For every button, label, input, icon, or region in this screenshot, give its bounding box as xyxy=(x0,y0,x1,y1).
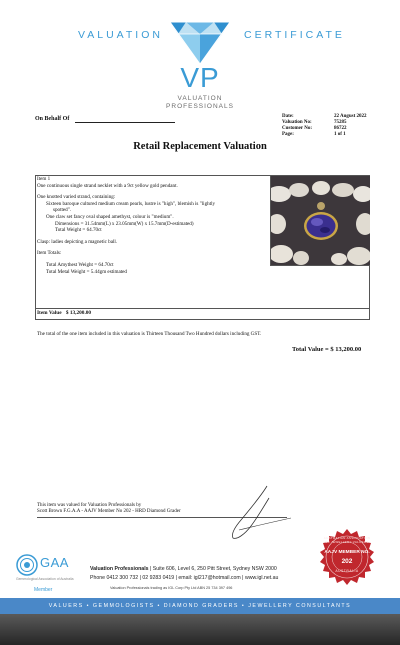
seal-country: AUSTRALIA xyxy=(335,569,359,573)
item-value-label: Item Value xyxy=(37,310,62,316)
meta-date-label: Date: xyxy=(282,114,294,119)
company-contact: Phone 0412 300 732 | 02 9283 0419 | email: igl217@hotmail.com | www.igl.net.au xyxy=(90,575,279,581)
item-line3: Sixteen baroque cultured medium cream pearls, lustre is "high", blemish is "lightly xyxy=(46,200,216,207)
page-title: Retail Replacement Valuation xyxy=(133,141,267,152)
gaa-name: Gemmological Association of Australia xyxy=(16,577,74,581)
company-address xyxy=(90,566,277,572)
meta-valuation-value: 75285 xyxy=(334,120,347,125)
item-line7: Total Weight = 64.70ct xyxy=(55,227,102,234)
item-total-amethyst: Total Amythest Weight = 64.70ct xyxy=(46,261,114,268)
header-right-word: CERTIFICATE xyxy=(244,29,345,41)
item-value-row xyxy=(37,310,91,316)
logo-sub-line2: PROFESSIONALS xyxy=(166,103,234,110)
header-left-word: VALUATION xyxy=(78,29,163,41)
item-heading: Item 1 xyxy=(37,176,51,182)
jewellery-photo xyxy=(271,176,370,265)
item-line2: One knotted varied strand, containing: xyxy=(37,194,116,201)
gaa-abbr: GAA xyxy=(40,555,69,570)
meta-date-value: 22 August 2022 xyxy=(334,114,367,119)
seal-ring-text: AUSTRALIAN ASSOCIATION OF JEWELLERY VALUERS xyxy=(323,536,371,544)
item-line4: spotted". xyxy=(53,207,72,214)
item-total-metal: Total Metal Weight = 5.44gm estimated xyxy=(46,268,127,275)
logo-sub-line1: VALUATION xyxy=(177,95,223,102)
item-line1: One continuous single strand necklet with a 9ct yellow gold pendant. xyxy=(37,182,178,189)
item-line5: One claw set fancy oval shaped amethyst, colour is "medium". xyxy=(46,213,174,220)
meta-page-value: 1 of 1 xyxy=(334,132,346,137)
meta-customer-value: 86722 xyxy=(334,126,347,131)
on-behalf-line xyxy=(75,122,175,123)
meta-valuation-label: Valuation No: xyxy=(282,120,312,125)
on-behalf-label: On Behalf Of xyxy=(35,116,70,122)
photo-bottom-border xyxy=(270,265,370,266)
seal-member-no: 202 xyxy=(341,558,353,565)
meta-customer-label: Customer No: xyxy=(282,126,313,131)
summary-text: The total of the one item included in this valuation is Thirteen Thousand Two Hundred dollars including GST. xyxy=(37,331,262,337)
bottom-shadow xyxy=(0,614,400,645)
seal-member-label: AAJV MEMBER NO. xyxy=(324,550,370,555)
item-totals-heading: Item Totals: xyxy=(37,250,62,257)
footer-text: VALUERS • GEMMOLOGISTS • DIAMOND GRADERS • JEWELLERY CONSULTANTS xyxy=(48,603,352,609)
item-divider xyxy=(35,308,370,309)
signature xyxy=(215,482,295,542)
company-name: Valuation Professionals xyxy=(90,566,149,572)
item-clasp: Clasp: ladies depicting a magnetic ball. xyxy=(37,238,118,245)
valuer-line1: This item was valued for Valuation Professionals by xyxy=(37,503,142,508)
company-address-text: | Suite 606, Level 6, 250 Pitt Street, Sydney NSW 2000 xyxy=(148,566,277,572)
diamond-logo-icon xyxy=(166,18,234,68)
valuer-statement xyxy=(37,503,181,515)
valuer-line2: Scott Brown F.G.A.A - AAJV Member No 202 - HRD Diamond Grader xyxy=(37,509,181,515)
meta-page-label: Page: xyxy=(282,132,294,137)
meta-block xyxy=(282,114,367,138)
item-description xyxy=(37,176,267,275)
item-line6: Dimensions = 31.54mm(L) x 23.05mm(W) x 15.7mm(D-estimated) xyxy=(55,220,194,227)
company-abn: Valuation Professionals trading as IGL Corp Pty Ltd ABN 25 734 397 496 xyxy=(110,586,233,590)
gaa-emblem-icon xyxy=(16,554,38,576)
item-value: $ 13,200.00 xyxy=(65,310,92,316)
logo-letters: VP xyxy=(180,62,220,93)
gaa-member: Member xyxy=(34,587,53,593)
total-value: Total Value = $ 13,200.00 xyxy=(292,346,362,353)
